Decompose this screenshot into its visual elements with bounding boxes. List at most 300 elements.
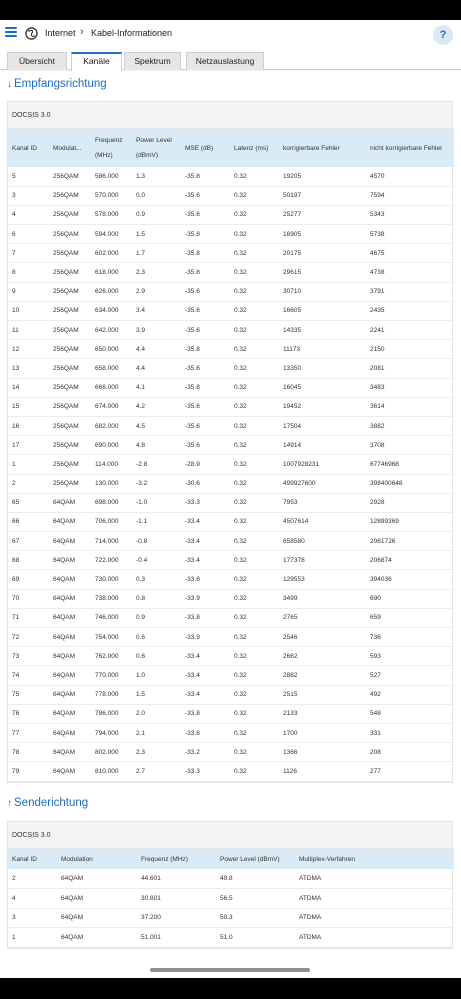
table-cell: 810.000 [91,762,132,781]
upstream-section-title [7,797,88,809]
column-header: Frequenz (MHz) [141,855,188,863]
table-cell: 256QAM [49,205,91,224]
table-cell: 65 [8,493,49,512]
table-cell: 256QAM [49,244,91,263]
table-cell: 0.32 [230,685,279,704]
table-cell: -1.0 [132,493,181,512]
table-cell: -33.4 [181,666,230,685]
table-row [8,743,454,762]
upstream-header-row [8,849,454,869]
table-cell: 0.9 [132,205,181,224]
table-cell: 690.000 [91,436,132,455]
table-cell: 1.7 [132,244,181,263]
table-cell: 256QAM [49,340,91,359]
table-cell: 4.1 [132,378,181,397]
table-cell: 256QAM [49,263,91,282]
table-row [8,551,454,570]
table-cell: 3.9 [132,321,181,340]
table-cell: 7594 [366,186,454,205]
table-cell: 256QAM [49,167,91,186]
table-cell: 626.000 [91,282,132,301]
table-cell: ATDMA [295,889,454,909]
table-cell: 0.32 [230,282,279,301]
table-cell: -35.6 [181,205,230,224]
table-cell: -35.8 [181,340,230,359]
table-cell: 1 [8,928,57,948]
table-cell: 51.001 [137,928,216,948]
table-row [8,397,454,416]
table-cell: 2515 [279,685,366,704]
column-header: Power Level (dBmV) [220,855,280,863]
table-cell: 75 [8,685,49,704]
table-cell: 256QAM [49,301,91,320]
table-row [8,762,454,781]
table-cell: 3 [8,908,57,928]
table-cell: 64QAM [57,889,137,909]
table-cell: -35.6 [181,416,230,435]
table-cell: 0.6 [132,628,181,647]
table-cell: -35.8 [181,225,230,244]
app-screen [0,20,461,978]
downstream-title-text: Empfangsrichtung [14,78,107,90]
table-cell: 64QAM [49,570,91,589]
table-cell: 130.000 [91,474,132,493]
arrow-down-icon: ↓ [7,79,12,90]
table-cell: 256QAM [49,416,91,435]
table-cell: -0.8 [132,532,181,551]
table-cell: 14335 [279,321,366,340]
table-cell: 594.000 [91,225,132,244]
table-cell: 770.000 [91,666,132,685]
table-cell: 0.32 [230,589,279,608]
table-cell: 50197 [279,186,366,205]
table-cell: -33.9 [181,628,230,647]
table-cell: 4738 [366,263,454,282]
table-cell: 0.32 [230,743,279,762]
table-cell: 0.32 [230,551,279,570]
table-cell: 2133 [279,704,366,723]
upstream-docsis-label: DOCSIS 3.0 [8,822,452,849]
table-row [8,321,454,340]
table-cell: 2150 [366,340,454,359]
table-row [8,474,454,493]
table-cell: 4.4 [132,340,181,359]
table-cell: 4 [8,205,49,224]
table-row [8,225,454,244]
table-cell: 64QAM [49,685,91,704]
table-cell: 2546 [279,628,366,647]
table-cell: 642.000 [91,321,132,340]
table-cell: 690 [366,589,454,608]
table-cell: 256QAM [49,378,91,397]
table-cell: 618.000 [91,263,132,282]
table-cell: 67746968 [366,455,454,474]
table-row [8,378,454,397]
table-cell: 3483 [366,378,454,397]
tab-kanaele[interactable]: Kanäle [71,52,122,71]
table-cell: 3614 [366,397,454,416]
upstream-table-body [8,869,454,947]
table-cell: 70 [8,589,49,608]
tab-uebersicht[interactable]: Übersicht [7,52,67,70]
table-cell: 0.0 [132,186,181,205]
table-cell: 69 [8,570,49,589]
table-cell: 7953 [279,493,366,512]
table-cell: 0.32 [230,244,279,263]
table-row [8,628,454,647]
column-header: nicht korrigierbare Fehler [370,144,443,152]
table-cell: 3882 [366,416,454,435]
table-cell: 15 [8,397,49,416]
column-header: Latenz (ms) [234,144,269,152]
table-cell: 4 [8,889,57,909]
table-cell: 19205 [279,167,366,186]
table-cell: 0.32 [230,340,279,359]
table-cell: 2081 [366,359,454,378]
table-cell: 738.000 [91,589,132,608]
top-header [0,20,461,50]
table-cell: 762.000 [91,647,132,666]
table-cell: -33.9 [181,589,230,608]
table-row [8,455,454,474]
table-cell: -35.8 [181,244,230,263]
table-cell: 2.3 [132,263,181,282]
table-row [8,570,454,589]
table-cell: 2928 [366,493,454,512]
table-row [8,340,454,359]
table-cell: ATDMA [295,869,454,889]
downstream-panel [7,101,453,783]
table-cell: 1007928231 [279,455,366,474]
table-cell: -35.8 [181,167,230,186]
table-cell: 4.5 [132,416,181,435]
table-cell: 12899369 [366,512,454,531]
table-cell: 68 [8,551,49,570]
table-cell: -0.4 [132,551,181,570]
table-cell: 527 [366,666,454,685]
table-cell: 0.32 [230,205,279,224]
table-cell: 76 [8,704,49,723]
table-cell: -33.8 [181,570,230,589]
table-cell: 0.32 [230,608,279,627]
tab-spektrum[interactable]: Spektrum [124,52,181,70]
table-cell: 0.32 [230,416,279,435]
table-cell: 64QAM [49,512,91,531]
table-cell: 398400648 [366,474,454,493]
tab-netzauslastung[interactable]: Netzauslastung [186,52,264,70]
table-cell: 64QAM [49,589,91,608]
table-cell: 16905 [279,225,366,244]
table-cell: 50.3 [216,908,295,928]
column-header: Kanal ID [12,855,37,863]
home-indicator[interactable] [150,968,310,972]
table-cell: 2 [8,869,57,889]
table-cell: 25277 [279,205,366,224]
table-cell: -33.3 [181,762,230,781]
column-header: Frequenz (MHz) [95,137,123,159]
table-cell: 6 [8,225,49,244]
hamburger-menu-icon[interactable] [5,27,17,39]
table-cell: 331 [366,723,454,742]
table-cell: 29615 [279,263,366,282]
table-cell: 578.000 [91,205,132,224]
table-cell: 0.3 [132,570,181,589]
table-cell: 674.000 [91,397,132,416]
table-cell: 548 [366,704,454,723]
table-row [8,647,454,666]
table-cell: 64QAM [49,723,91,742]
table-cell: 114.000 [91,455,132,474]
table-cell: 0.32 [230,436,279,455]
table-cell: 16045 [279,378,366,397]
table-row [8,908,454,928]
table-cell: -33.8 [181,608,230,627]
downstream-header-row [8,129,454,167]
table-row [8,436,454,455]
table-cell: -33.8 [181,723,230,742]
table-cell: 56.5 [216,889,295,909]
table-cell: 0.32 [230,647,279,666]
table-row [8,666,454,685]
table-cell: 72 [8,628,49,647]
table-cell: 499927600 [279,474,366,493]
table-cell: 0.32 [230,321,279,340]
table-cell: 7 [8,244,49,263]
table-cell: -33.4 [181,551,230,570]
table-cell: 64QAM [49,743,91,762]
table-cell: 730.000 [91,570,132,589]
table-cell: 706.000 [91,512,132,531]
table-cell: 0.32 [230,723,279,742]
table-cell: 4.8 [132,436,181,455]
table-cell: -35.8 [181,263,230,282]
table-cell: 16 [8,416,49,435]
table-cell: -35.6 [181,321,230,340]
table-cell: 10 [8,301,49,320]
table-cell: 256QAM [49,359,91,378]
table-cell: 0.32 [230,455,279,474]
table-cell: 666.000 [91,378,132,397]
table-cell: 1700 [279,723,366,742]
table-cell: 2.9 [132,282,181,301]
table-row [8,704,454,723]
column-header: Power Level (dBmV) [136,137,172,159]
table-cell: 1.0 [132,666,181,685]
table-cell: 634.000 [91,301,132,320]
table-cell: -30.6 [181,474,230,493]
table-cell: 64QAM [49,704,91,723]
table-row [8,416,454,435]
table-cell: 2061726 [366,532,454,551]
table-cell: 2435 [366,301,454,320]
table-row [8,928,454,948]
table-cell: 13350 [279,359,366,378]
table-cell: 256QAM [49,455,91,474]
table-cell: 736 [366,628,454,647]
table-cell: -1.1 [132,512,181,531]
upstream-table [8,849,454,948]
breadcrumb-internet[interactable]: Internet [45,28,76,38]
column-header: Multiplex-Verfahren [299,855,355,863]
table-cell: -2.8 [132,455,181,474]
table-cell: -35.6 [181,282,230,301]
table-row [8,512,454,531]
upstream-title-text: Senderichtung [14,797,89,809]
table-cell: 0.8 [132,589,181,608]
table-cell: 0.9 [132,608,181,627]
table-cell: 4.4 [132,359,181,378]
table-cell: 682.000 [91,416,132,435]
table-cell: 786.000 [91,704,132,723]
table-cell: 658580 [279,532,366,551]
table-cell: 1.5 [132,225,181,244]
table-cell: -28.9 [181,455,230,474]
table-cell: -35.6 [181,397,230,416]
table-cell: 30710 [279,282,366,301]
column-header: Kanal ID [12,144,37,152]
table-cell: 802.000 [91,743,132,762]
table-cell: 14914 [279,436,366,455]
table-cell: 586.000 [91,167,132,186]
table-cell: 64QAM [57,928,137,948]
table-cell: 2.0 [132,704,181,723]
table-cell: 256QAM [49,474,91,493]
table-cell: 71 [8,608,49,627]
table-row [8,869,454,889]
table-cell: 64QAM [49,628,91,647]
column-header: korrigierbare Fehler [283,144,340,152]
upstream-panel [7,821,453,949]
table-cell: 4570 [366,167,454,186]
table-row [8,205,454,224]
table-cell: 650.000 [91,340,132,359]
table-cell: 0.32 [230,493,279,512]
table-cell: 3.4 [132,301,181,320]
table-cell: 0.32 [230,397,279,416]
table-cell: 64QAM [49,532,91,551]
table-cell: 20175 [279,244,366,263]
table-row [8,608,454,627]
table-row [8,685,454,704]
table-cell: 256QAM [49,282,91,301]
table-cell: 11 [8,321,49,340]
table-cell: 0.32 [230,225,279,244]
column-header: MSE (dB) [185,144,214,152]
table-cell: 794.000 [91,723,132,742]
table-cell: 256QAM [49,397,91,416]
table-cell: 77 [8,723,49,742]
table-cell: 129553 [279,570,366,589]
breadcrumb-separator-icon: › [80,26,84,38]
downstream-section-title [7,78,107,90]
table-cell: 13 [8,359,49,378]
table-cell: 1126 [279,762,366,781]
table-cell: 570.000 [91,186,132,205]
table-cell: 74 [8,666,49,685]
table-cell: 2241 [366,321,454,340]
table-cell: 30.801 [137,889,216,909]
table-cell: 1.5 [132,685,181,704]
table-cell: 64QAM [49,608,91,627]
table-cell: 4507614 [279,512,366,531]
table-cell: -35.6 [181,436,230,455]
table-cell: 3791 [366,282,454,301]
table-cell: 593 [366,647,454,666]
table-cell: ATDMA [295,908,454,928]
table-cell: 0.32 [230,762,279,781]
table-row [8,167,454,186]
table-cell: 64QAM [49,551,91,570]
navigation-bar [0,978,461,999]
table-cell: 208 [366,743,454,762]
table-cell: 64QAM [49,647,91,666]
table-row [8,723,454,742]
table-cell: 64QAM [57,908,137,928]
table-cell: 277 [366,762,454,781]
downstream-table [8,129,454,782]
table-cell: 0.32 [230,570,279,589]
table-row [8,244,454,263]
table-cell: 0.32 [230,359,279,378]
table-cell: 2662 [279,647,366,666]
table-cell: 3708 [366,436,454,455]
table-cell: 0.32 [230,378,279,397]
table-cell: 2765 [279,608,366,627]
table-cell: 2.1 [132,723,181,742]
table-cell: 3499 [279,589,366,608]
table-cell: 0.32 [230,704,279,723]
table-cell: 67 [8,532,49,551]
table-cell: 0.32 [230,263,279,282]
table-cell: -35.6 [181,359,230,378]
table-cell: 73 [8,647,49,666]
table-cell: 44.601 [137,869,216,889]
column-header: Modulat... [53,144,82,152]
table-cell: -35.6 [181,301,230,320]
table-cell: 1.3 [132,167,181,186]
table-cell: 659 [366,608,454,627]
table-cell: 256QAM [49,225,91,244]
downstream-docsis-label: DOCSIS 3.0 [8,102,452,129]
table-cell: 0.32 [230,666,279,685]
table-cell: 714.000 [91,532,132,551]
table-cell: 3 [8,186,49,205]
table-cell: 16605 [279,301,366,320]
table-cell: 0.32 [230,186,279,205]
column-header: Modulation [61,855,93,863]
table-cell: 698.000 [91,493,132,512]
table-cell: 602.000 [91,244,132,263]
table-cell: 17 [8,436,49,455]
table-cell: 2.7 [132,762,181,781]
table-cell: 658.000 [91,359,132,378]
table-row [8,359,454,378]
help-button[interactable]: ? [433,25,453,45]
table-cell: -33.4 [181,647,230,666]
table-cell: 0.32 [230,628,279,647]
table-cell: 1366 [279,743,366,762]
table-cell: 5738 [366,225,454,244]
downstream-table-body [8,167,454,781]
table-cell: 256QAM [49,186,91,205]
table-cell: -3.2 [132,474,181,493]
table-cell: 722.000 [91,551,132,570]
table-cell: 14 [8,378,49,397]
table-cell: 66 [8,512,49,531]
tab-bar [0,50,461,70]
table-row [8,301,454,320]
table-cell: 754.000 [91,628,132,647]
